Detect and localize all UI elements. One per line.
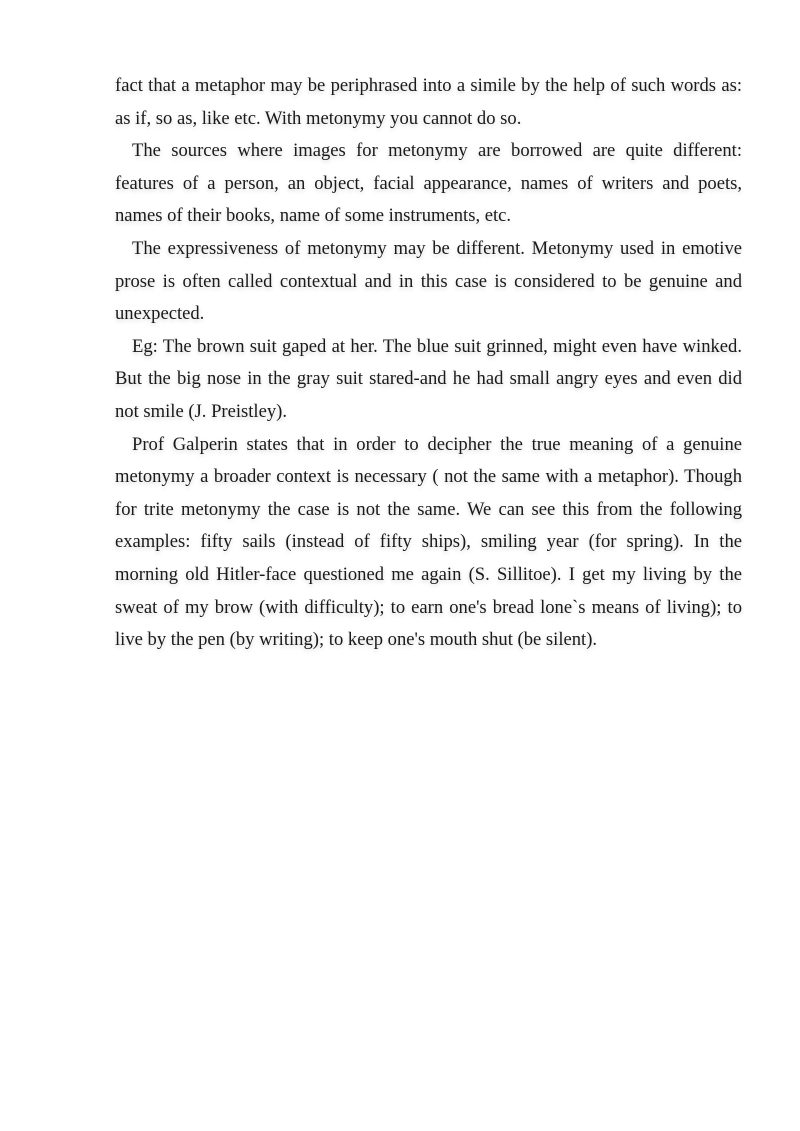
document-page: [115, 70, 742, 657]
paragraph-continuation: fact that a metaphor may be periphrased into a simile by the help of such words as: as if, so as, like etc. With metonymy you cannot do so.: [115, 75, 742, 129]
paragraph-example: Eg: The brown suit gaped at her. The blue suit grinned, might even have winked. But the big nose in the gray suit stared-and he had small angry eyes and even did not smile (J. Preistley).: [115, 335, 742, 422]
paragraph-galperin: Prof Galperin states that in order to decipher the true meaning of a genuine metonymy a broader context is necessary ( not the same with a metaphor). Though for trite metonymy the case is not the same. We can see this from the following examples: fifty sails (instead of fifty ships), smiling year (for spring). In the morning old Hitler-face questioned me again (S. Sillitoe). I get my living by the sweat of my brow (with difficulty); to earn one's bread lone`s means of living); to live by the pen (by writing); to keep one's mouth shut (be silent).: [115, 433, 742, 651]
paragraph-expressiveness: The expressiveness of metonymy may be different. Metonymy used in emotive prose is often called contextual and in this case is considered to be genuine and unexpected.: [115, 237, 742, 325]
paragraph-sources: The sources where images for metonymy are borrowed are quite different: features of a person, an object, facial appearance, names of writers and poets, names of their books, name of some instruments, etc.: [115, 140, 742, 227]
